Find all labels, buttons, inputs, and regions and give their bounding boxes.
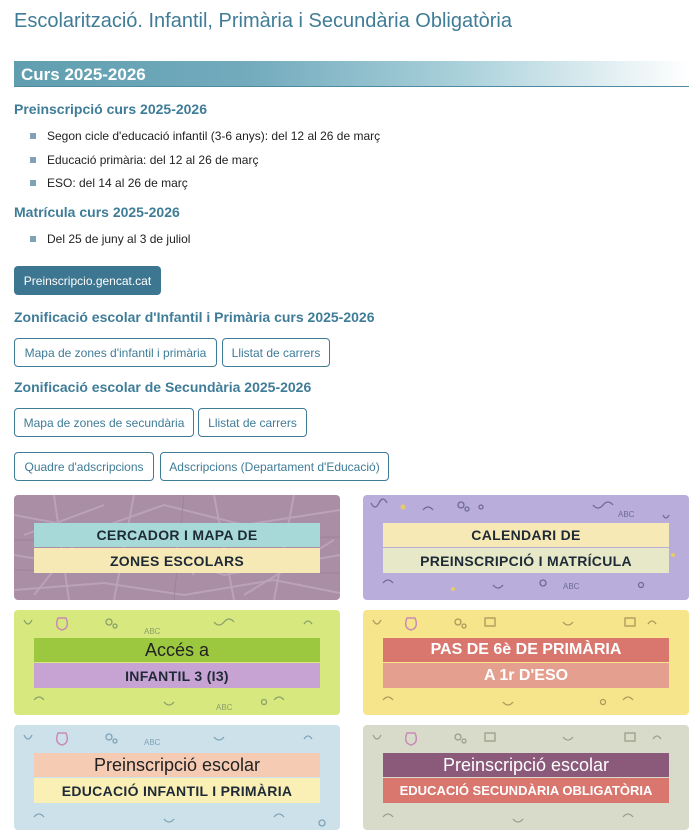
zonificacio-secundaria-heading: Zonificació escolar de Secundària 2025-2026 — [14, 379, 312, 395]
tile-band-top: PAS DE 6è DE PRIMÀRIA — [383, 638, 669, 662]
zonificacio-infantil-heading: Zonificació escolar d'Infantil i Primària curs 2025-2026 — [14, 309, 375, 325]
bullet-icon — [30, 157, 36, 163]
tile-pas-primaria-eso[interactable] — [363, 610, 689, 715]
tile-band-bottom: A 1r D'ESO — [383, 663, 669, 688]
bullet-icon — [30, 180, 36, 186]
svg-text:ABC: ABC — [563, 582, 580, 591]
gencat-button[interactable]: Preinscripcio.gencat.cat — [14, 266, 161, 295]
tile-band-bottom: INFANTIL 3 (I3) — [34, 663, 320, 688]
adscripcions-table-button[interactable]: Quadre d'adscripcions — [14, 452, 154, 481]
page-title: Escolarització. Infantil, Primària i Secundària Obligatòria — [14, 10, 512, 32]
tile-band-top: CERCADOR I MAPA DE — [34, 523, 320, 547]
adscripcions-departament-button[interactable]: Adscripcions (Departament d'Educació) — [160, 452, 389, 481]
tile-preinscripcio-infantil-primaria[interactable] — [14, 725, 340, 830]
map-infantil-button[interactable]: Mapa de zones d'infantil i primària — [14, 338, 217, 367]
tile-acces-infantil-3[interactable] — [14, 610, 340, 715]
tile-preinscripcio-eso[interactable] — [363, 725, 689, 830]
list-item: Del 25 de juny al 3 de juliol — [30, 232, 190, 256]
matricula-heading: Matrícula curs 2025-2026 — [14, 204, 180, 220]
svg-text:ABC: ABC — [144, 627, 161, 636]
course-year-label: Curs 2025-2026 — [21, 65, 146, 84]
svg-text:ABC: ABC — [144, 738, 161, 747]
tile-band-top: Accés a — [34, 638, 320, 662]
preinscripcio-list — [30, 129, 380, 200]
bullet-icon — [30, 236, 36, 242]
map-secundaria-button[interactable]: Mapa de zones de secundària — [14, 408, 194, 437]
tile-band-top: Preinscripció escolar — [34, 753, 320, 777]
list-item: Segon cicle d'educació infantil (3-6 anys): del 12 al 26 de març — [30, 129, 380, 153]
tile-band-top: Preinscripció escolar — [383, 753, 669, 777]
street-list-infantil-button[interactable]: Llistat de carrers — [222, 338, 330, 367]
tile-calendari[interactable] — [363, 495, 689, 600]
tile-band-bottom: EDUCACIÓ SECUNDÀRIA OBLIGATÒRIA — [383, 778, 669, 803]
tile-band-bottom: ZONES ESCOLARS — [34, 548, 320, 573]
tile-cercador-mapa[interactable] — [14, 495, 340, 600]
tile-band-bottom: EDUCACIÓ INFANTIL I PRIMÀRIA — [34, 778, 320, 803]
bullet-icon — [30, 133, 36, 139]
preinscripcio-heading: Preinscripció curs 2025-2026 — [14, 101, 208, 117]
street-list-secundaria-button[interactable]: Llistat de carrers — [198, 408, 307, 437]
course-year-bar — [14, 61, 689, 87]
list-item: Educació primària: del 12 al 26 de març — [30, 153, 380, 177]
svg-text:ABC: ABC — [216, 703, 233, 712]
svg-text:ABC: ABC — [618, 510, 635, 519]
tile-band-bottom: PREINSCRIPCIÓ I MATRÍCULA — [383, 548, 669, 573]
matricula-list — [30, 232, 190, 256]
tile-band-top: CALENDARI DE — [383, 523, 669, 547]
list-item: ESO: del 14 al 26 de març — [30, 176, 380, 200]
